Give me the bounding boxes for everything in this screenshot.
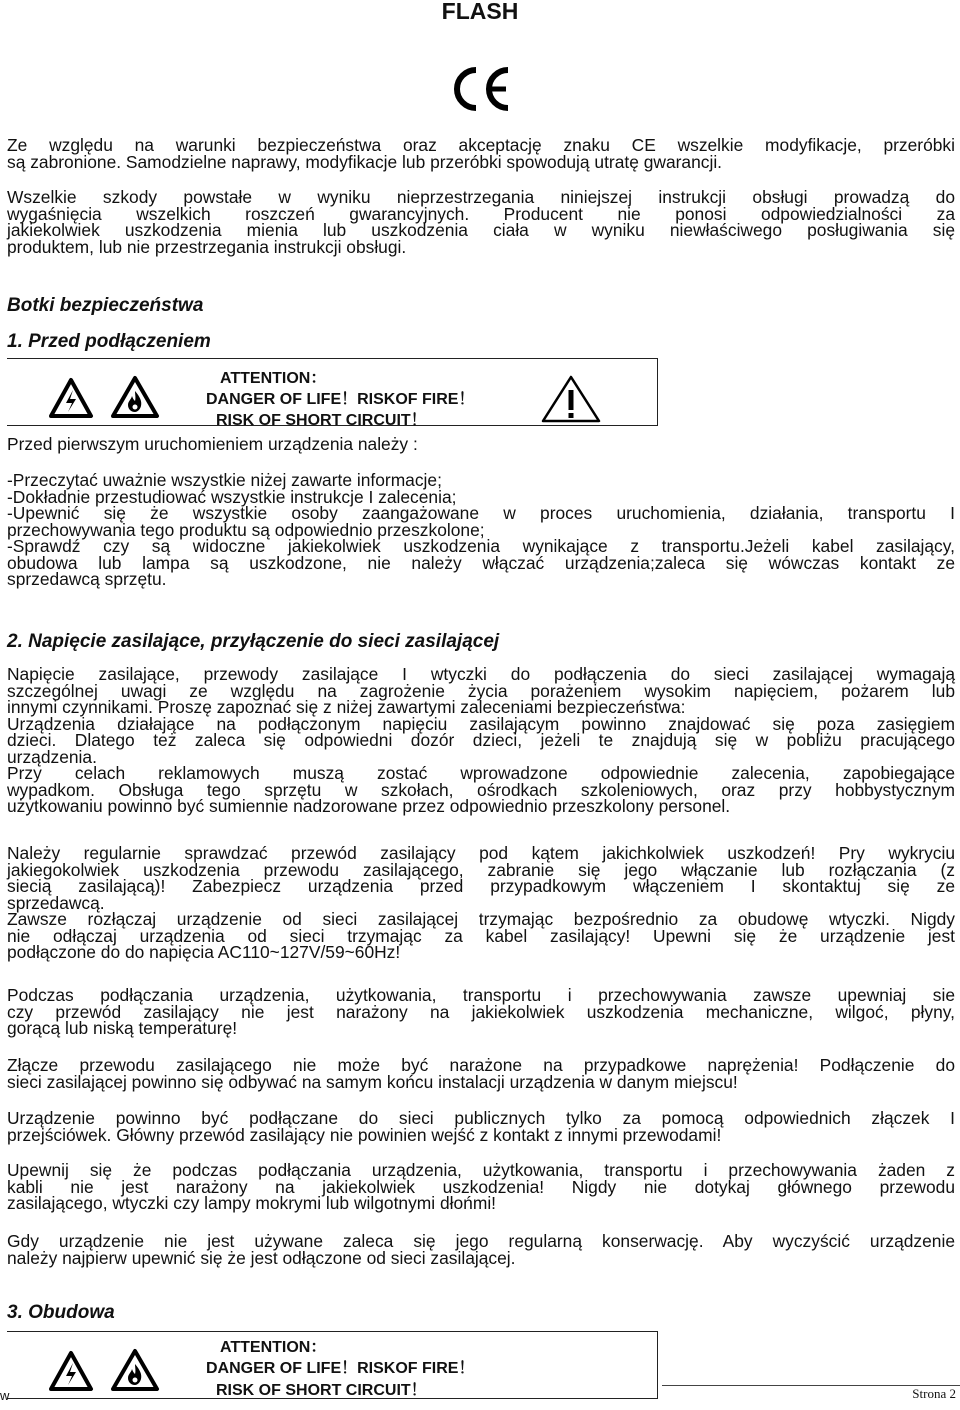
text-line: jakiegokolwiek uszkodzenia przewodu zasilającego, zabranie się jego włączanie lub rozłączania (z	[7, 859, 955, 880]
text-line: dzieci. Dlatego też zaleca się odpowiedni dozór dzieci, jeżeli te znajdują się w pobliżu pracującego	[7, 730, 955, 750]
text-line: Gdy urządzenie nie jest używane zaleca się jego regularną konserwację. Aby wyczyścić urządzenie	[7, 1231, 955, 1251]
text-line: Wszelkie szkody powstałe w wyniku nieprzestrzegania niniejszej instrukcji obsługi prowadzą do	[7, 187, 955, 207]
text-line: Urządzenia działające na podłączonym napięciu zasilającym powinno znajdować się poza zasięgiem	[7, 713, 955, 734]
text-line: Złącze przewodu zasilającego nie może być narażone na przypadkowe naprężenia! Podłączenie do	[7, 1055, 955, 1075]
text-line: Należy regularnie sprawdzać przewód zasilający pod kątem jakichkolwiek uszkodzeń! Pry wykryciu	[7, 843, 955, 863]
section-3-heading: 3. Obudowa	[7, 1302, 115, 1323]
text-line: gorącą lub niską temperaturę!	[7, 1018, 238, 1038]
section-2-paragraph-5	[7, 1110, 955, 1143]
list-item: -Dokładnie przestudiować wszystkie instrukcje I zalecenia;	[7, 486, 457, 507]
warning-line-2: DANGER OF LIFE！RISKOF FIRE！	[206, 391, 475, 408]
section-1-heading: 1. Przed podłączeniem	[7, 331, 211, 352]
text-line: użytkowaniu powinno być sumiennie nadzorowane przez odpowiednio przeszkolony personel.	[7, 796, 731, 816]
warning-line-3: RISK OF SHORT CIRCUIT！	[216, 412, 427, 429]
text-line: należy najpierw upewnić się że jest odłączone od sieci zasilającej.	[7, 1247, 516, 1268]
text-line: szczególnej uwagi ze względu na zagrożenie życia porażeniem wysokim napięciem, pożarem lub	[7, 680, 955, 701]
list-item: -Przeczytać uważnie wszystkie niżej zawarte informacje;	[7, 470, 442, 490]
text-line: są zabronione. Samodzielne naprawy, modyfikacje lub przeróbki spowodują utratę gwarancji.	[7, 151, 723, 172]
list-item: -Sprawdź czy są widoczne jakiekolwiek uszkodzenia wynikające z transportu.Jeżeli kabel zasilający,	[7, 536, 955, 556]
text-line: czy przewód zasilający nie jest narażony na jakiekolwiek uszkodzenia mechaniczne, wilgoć, płyny,	[7, 1001, 955, 1022]
text-line: Ze względu na warunki bezpieczeństwa oraz akceptację znaku CE wszelkie modyfikacje, przeróbki	[7, 135, 955, 155]
section-2-paragraph-3	[7, 987, 955, 1037]
warning-line-1: ATTENTION：	[220, 1339, 327, 1356]
exclamation-warning-icon	[540, 374, 602, 424]
list-item: sprzedawcą sprzętu.	[7, 569, 167, 589]
text-line: siecią zasilającą)! Zabezpiecz urządzenia przed przypadkowym włączeniem I skontaktuj się ze	[7, 876, 955, 896]
text-line: urządzenia.	[7, 746, 97, 767]
text-line: innymi czynnikami. Proszę zapoznać się z niżej zawartymi zaleceniami bezpieczeństwa:	[7, 697, 686, 717]
intro-paragraph-1	[7, 137, 955, 170]
list-item: przechowywania tego produktu są odpowiednio przeszkolone;	[7, 519, 485, 540]
list-item: obudowa lub lampa są uszkodzone, nie należy włączać urządzenia;zaleca się wówczas kontakt ze	[7, 552, 955, 573]
text-line: wygaśnięcia wszelkich roszczeń gwarancyjnych. Producent nie ponosi odpowiedzialności za	[7, 203, 955, 224]
text-line: Zawsze rozłączaj urządzenie od sieci zasilającej trzymając bezpośrednio za obudowę wtyczki. Nigdy	[7, 909, 955, 929]
fire-hazard-icon	[110, 375, 160, 419]
electric-hazard-icon	[48, 377, 94, 419]
text-line: nie odłączaj urządzenia od sieci trzymając za kabel zasilający! Upewni się że urządzenie jest	[7, 925, 955, 946]
text-line: kabli nie jest narażony na jakiekolwiek uszkodzenia! Nigdy nie dotykaj głównego przewodu	[7, 1176, 955, 1197]
footer-left-text: w	[0, 1388, 10, 1403]
text-line: jakiekolwiek uszkodzenia mienia lub uszkodzenia ciała w wyniku niewłaściwego posługiwania się	[7, 220, 955, 240]
warning-line-3: RISK OF SHORT CIRCUIT！	[216, 1382, 427, 1399]
section-1-lead	[7, 436, 955, 453]
section-2-heading: 2. Napięcie zasilające, przyłączenie do sieci zasilającej	[7, 631, 500, 652]
text-line: Przed pierwszym uruchomieniem urządzenia należy :	[7, 434, 418, 454]
text-line: podłączone do do napięcia AC110~127V/59~60Hz!	[7, 942, 401, 962]
section-2-paragraph-6	[7, 1162, 955, 1212]
section-1-list	[7, 472, 955, 588]
text-line: przejściówek. Główny przewód zasilający nie powinien wejść z kontakt z innymi przewodami!	[7, 1124, 722, 1145]
text-line: sprzedawcą.	[7, 892, 105, 913]
warning-line-2: DANGER OF LIFE！RISKOF FIRE！	[206, 1360, 475, 1377]
electric-hazard-icon	[48, 1350, 94, 1392]
text-line: Przy celach reklamowych muszą zostać wprowadzone odpowiednie zalecenia, zapobiegające	[7, 763, 955, 783]
intro-paragraph-2	[7, 189, 955, 255]
ce-mark-icon	[446, 66, 514, 112]
section-2-paragraph-4	[7, 1057, 955, 1090]
text-line: produktem, lub nie przestrzegania instrukcji obsługi.	[7, 236, 407, 257]
text-line: Podczas podłączania urządzenia, użytkowania, transportu i przechowywania zawsze upewniaj sie	[7, 985, 955, 1005]
text-line: Urządzenie powinno być podłączane do sieci publicznych tylko za pomocą odpowiednich złączek I	[7, 1108, 955, 1128]
page-number: Strona 2	[912, 1386, 956, 1401]
page-title: FLASH	[441, 0, 519, 24]
text-line: Napięcie zasilające, przewody zasilające I wtyczki do podłączenia do sieci zasilającej wymagają	[7, 664, 955, 684]
text-line: wypadkom. Obsługa tego sprzętu w szkołach, ośrodkach szkoleniowych, oraz przy hobbystycznym	[7, 779, 955, 800]
list-item: -Upewnić się że wszystkie osoby zaangażowane w proces uruchomienia, działania, transportu I	[7, 503, 955, 523]
section-2-paragraph-1	[7, 666, 955, 815]
section-2-paragraph-2	[7, 845, 955, 961]
text-line: Upewnij się że podczas podłączania urządzenia, użytkowania, transportu i przechowywania żaden z	[7, 1160, 955, 1180]
text-line: zasilającego, wtyczki czy lampy mokrymi lub wilgotnymi dłońmi!	[7, 1193, 497, 1213]
text-line: sieci zasilającej powinno się odbywać na samym końcu instalacji urządzenia w danym miejscu!	[7, 1071, 738, 1092]
safety-heading: Botki bezpieczeństwa	[7, 295, 204, 316]
warning-line-1: ATTENTION：	[220, 370, 327, 387]
section-2-paragraph-7	[7, 1233, 955, 1266]
fire-hazard-icon	[110, 1348, 160, 1392]
